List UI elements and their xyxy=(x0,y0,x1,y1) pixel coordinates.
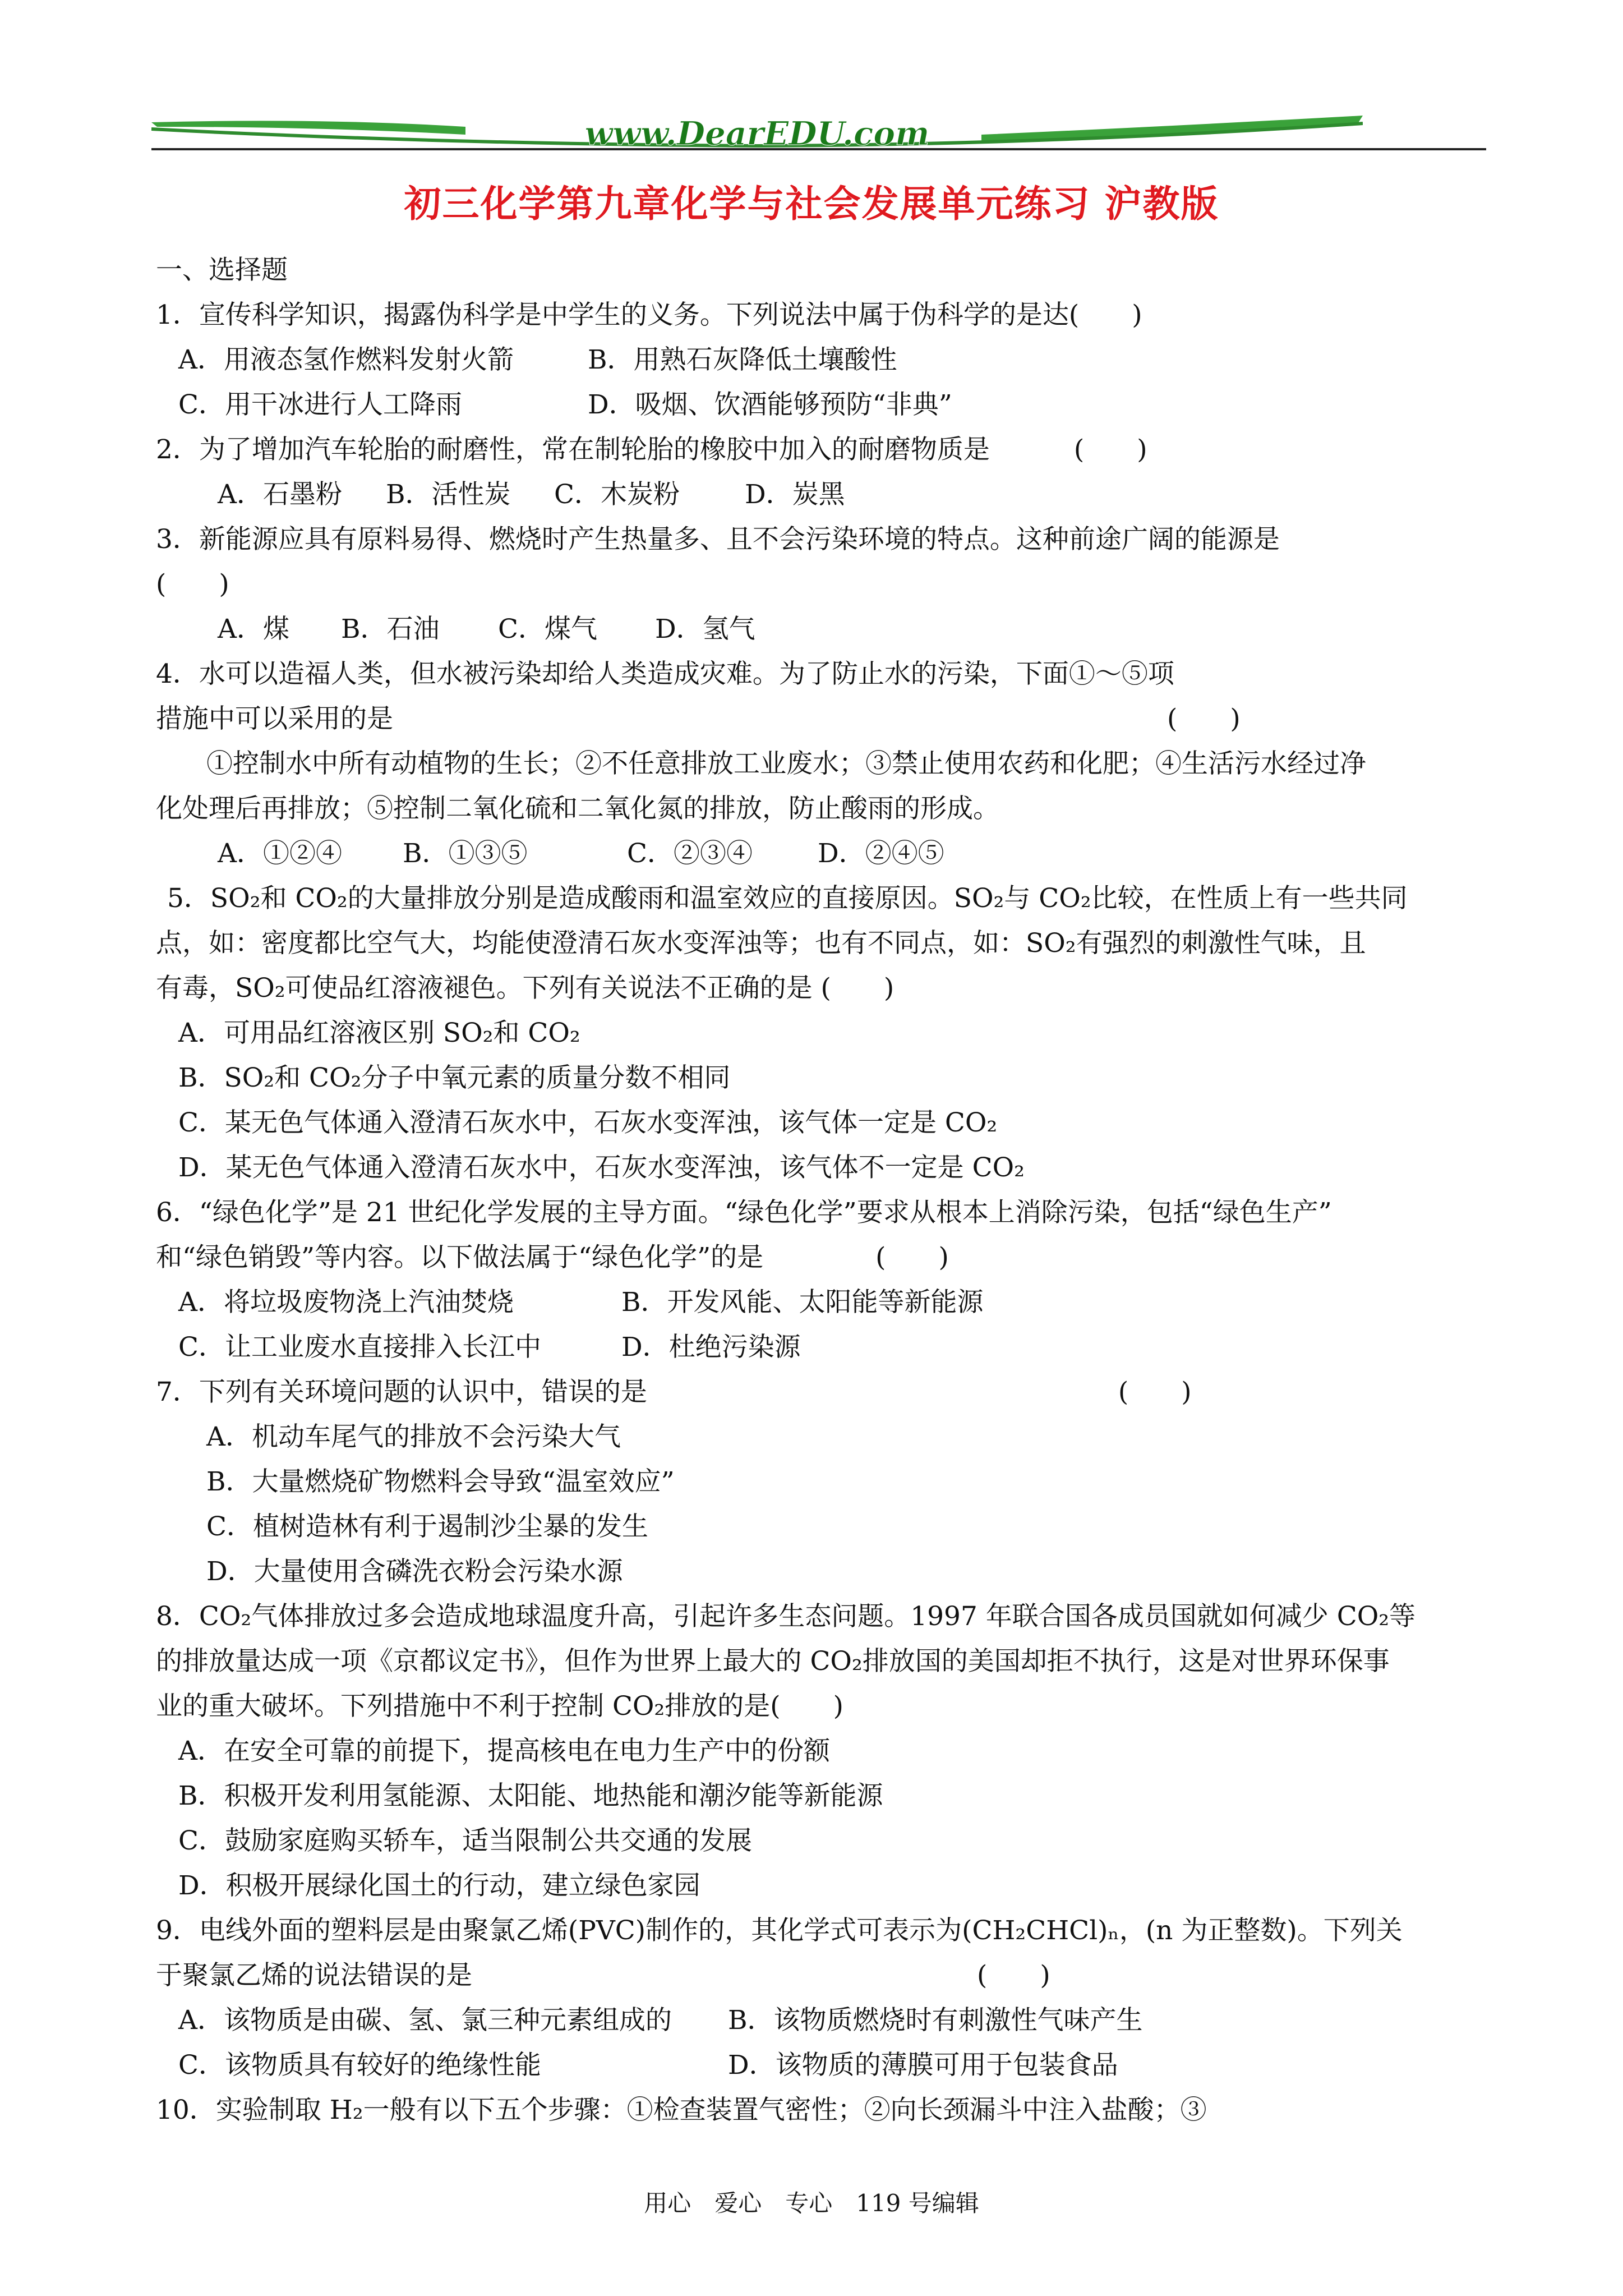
option-d: D．该物质的薄膜可用于包装食品 xyxy=(728,2050,1118,2081)
option-c: C．让工业废水直接排入长江中 xyxy=(178,1332,541,1363)
question-3-stem: 3．新能源应具有原料易得、燃烧时产生热量多、且不会污染环境的特点。这种前途广阔的能源是 xyxy=(156,524,1280,555)
option-a: A．石墨粉 xyxy=(218,479,342,510)
question-9-stem-cont: 于聚氯乙烯的说法错误的是 ( ) xyxy=(156,1960,1050,1991)
option-b: B．该物质燃烧时有刺激性气味产生 xyxy=(728,2005,1143,2036)
question-8-stem-cont: 的排放量达成一项《京都议定书》，但作为世界上最大的 CO₂排放国的美国却拒不执行，这是对世界环保事 xyxy=(156,1646,1390,1677)
answer-blank: ( ) xyxy=(875,1242,949,1273)
question-1-stem: 1．宣传科学知识，揭露伪科学是中学生的义务。下列说法中属于伪科学的是达( ) xyxy=(156,300,1142,330)
question-9-options-row-2 xyxy=(156,2043,1491,2088)
answer-blank: ( ) xyxy=(977,1960,1050,1991)
question-6-stem-cont: 和“绿色销毁”等内容。以下做法属于“绿色化学”的是 ( ) xyxy=(156,1242,949,1273)
option-a: A．该物质是由碳、氢、氯三种元素组成的 xyxy=(178,2005,672,2036)
right-swoosh xyxy=(981,116,1363,142)
option-d: D．大量使用含磷洗衣粉会污染水源 xyxy=(206,1556,623,1587)
option-d: D．炭黑 xyxy=(745,479,845,510)
question-8-stem: 8．CO₂气体排放过多会造成地球温度升高，引起许多生态问题。1997 年联合国各成员国就如何减少 CO₂等 xyxy=(156,1601,1416,1632)
question-9-options-row-1 xyxy=(156,1998,1491,2043)
option-b: B．用熟石灰降低土壤酸性 xyxy=(588,344,897,375)
document-body xyxy=(156,248,1491,2133)
question-2-options xyxy=(156,472,1491,517)
answer-blank: ( ) xyxy=(156,569,229,600)
question-4-stem-cont: 措施中可以采用的是 ( ) xyxy=(156,703,1241,734)
option-a: A．用液态氢作燃料发射火箭 xyxy=(178,344,514,375)
option-c: C．某无色气体通入澄清石灰水中，石灰水变浑浊，该气体一定是 CO₂ xyxy=(178,1107,998,1138)
document-title: 初三化学第九章化学与社会发展单元练习 沪教版 xyxy=(404,182,1219,226)
question-5-stem: 5．SO₂和 CO₂的大量排放分别是造成酸雨和温室效应的直接原因。SO₂与 CO₂比较，在性质上有一些共同 xyxy=(167,883,1408,914)
option-b: B．活性炭 xyxy=(386,479,511,510)
site-logo-text: www.DearEDU.com xyxy=(584,114,930,153)
section-heading: 一、选择题 xyxy=(156,255,288,286)
option-b: B．开发风能、太阳能等新能源 xyxy=(621,1287,984,1318)
option-a: A．①②④ xyxy=(218,838,342,869)
option-d: D．氢气 xyxy=(655,614,755,645)
question-5-stem-cont: 点，如：密度都比空气大，均能使澄清石灰水变浑浊等；也有不同点，如：SO₂有强烈的刺激性气味，且 xyxy=(156,928,1366,959)
question-1-options-row-1 xyxy=(156,338,1491,383)
answer-blank: ( ) xyxy=(1118,1377,1192,1407)
question-2-stem: 2．为了增加汽车轮胎的耐磨性，常在制轮胎的橡胶中加入的耐磨物质是 ( ) xyxy=(156,434,1147,465)
option-d: D．②④⑤ xyxy=(818,838,944,869)
option-d: D．某无色气体通入澄清石灰水中，石灰水变浑浊，该气体不一定是 CO₂ xyxy=(178,1152,1025,1183)
option-b: B．大量燃烧矿物燃料会导致“温室效应” xyxy=(206,1466,675,1497)
question-4-stem: 4．水可以造福人类，但水被污染却给人类造成灾难。为了防止水的污染，下面①～⑤项 xyxy=(156,659,1174,689)
option-d: D．积极开展绿化国土的行动，建立绿色家园 xyxy=(178,1870,700,1901)
question-6-stem: 6．“绿色化学”是 21 世纪化学发展的主导方面。“绿色化学”要求从根本上消除污染，包括“绿色生产” xyxy=(156,1197,1332,1228)
option-c: C．该物质具有较好的绝缘性能 xyxy=(178,2050,541,2081)
answer-blank: ( ) xyxy=(1167,703,1241,734)
option-c: C．鼓励家庭购买轿车，适当限制公共交通的发展 xyxy=(178,1825,752,1856)
question-8-stem-cont: 业的重大破坏。下列措施中不利于控制 CO₂排放的是( ) xyxy=(156,1691,843,1722)
option-a: A．机动车尾气的排放不会污染大气 xyxy=(206,1421,621,1452)
option-a: A．将垃圾废物浇上汽油焚烧 xyxy=(178,1287,514,1318)
question-4-options xyxy=(156,831,1491,876)
site-logo-banner xyxy=(151,112,1363,157)
question-7-stem: 7．下列有关环境问题的认识中，错误的是 ( ) xyxy=(156,1377,1192,1407)
question-6-options-row-1 xyxy=(156,1280,1491,1325)
question-6-options-row-2 xyxy=(156,1325,1491,1370)
option-d: D．杜绝污染源 xyxy=(621,1332,801,1363)
option-b: B．①③⑤ xyxy=(403,838,528,869)
option-a: A．可用品红溶液区别 SO₂和 CO₂ xyxy=(178,1018,580,1048)
question-5-stem-cont: 有毒，SO₂可使品红溶液褪色。下列有关说法不正确的是 ( ) xyxy=(156,973,895,1004)
option-c: C．②③④ xyxy=(627,838,753,869)
option-b: B．积极开发利用氢能源、太阳能、地热能和潮汐能等新能源 xyxy=(178,1780,883,1811)
page-footer: 用心 爱心 专心 119 号编辑 xyxy=(644,2189,979,2217)
question-4-measures-cont: 化处理后再排放；⑤控制二氧化硫和二氧化氮的排放，防止酸雨的形成。 xyxy=(156,793,999,824)
option-b: B．SO₂和 CO₂分子中氧元素的质量分数不相同 xyxy=(178,1062,731,1093)
option-c: C．煤气 xyxy=(498,614,597,645)
option-a: A．煤 xyxy=(218,614,289,645)
option-c: C．用干冰进行人工降雨 xyxy=(178,389,462,420)
option-d: D．吸烟、饮酒能够预防“非典” xyxy=(588,389,952,420)
question-1-options-row-2 xyxy=(156,383,1491,427)
option-c: C．植树造林有利于遏制沙尘暴的发生 xyxy=(206,1511,648,1542)
question-9-stem: 9．电线外面的塑料层是由聚氯乙烯(PVC)制作的，其化学式可表示为(CH₂CHCl)ₙ，(n 为正整数)。下列关 xyxy=(156,1915,1403,1946)
question-4-measures: ①控制水中所有动植物的生长；②不任意排放工业废水；③禁止使用农药和化肥；④生活污水经过净 xyxy=(206,748,1366,779)
option-a: A．在安全可靠的前提下，提高核电在电力生产中的份额 xyxy=(178,1736,830,1766)
question-3-options xyxy=(156,607,1491,652)
option-b: B．石油 xyxy=(341,614,440,645)
header-rule xyxy=(151,148,1486,150)
question-10-stem: 10．实验制取 H₂一般有以下五个步骤：①检查装置气密性；②向长颈漏斗中注入盐酸；③ xyxy=(156,2095,1207,2125)
answer-blank: ( ) xyxy=(1073,434,1147,465)
option-c: C．木炭粉 xyxy=(554,479,680,510)
